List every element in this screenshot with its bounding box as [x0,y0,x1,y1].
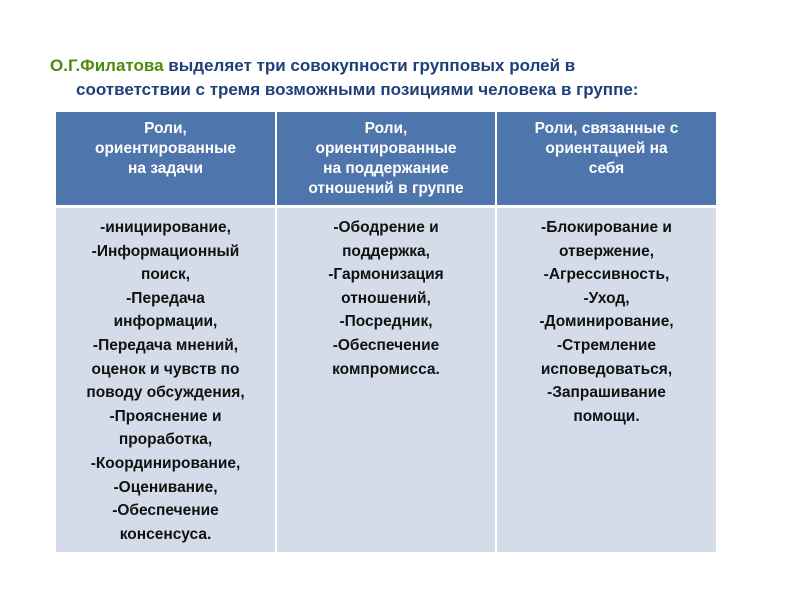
title-line-1: выделяет три совокупности групповых ролей в [163,56,576,75]
roles-table [56,112,716,552]
header-line: на задачи [127,160,203,177]
slide-title [50,54,750,102]
list-item: -Обеспечение [332,336,440,354]
list-item: поиск, [140,266,191,284]
list-item: -Доминирование, [539,313,674,331]
list-item: -Передача мнений, [92,336,239,354]
list-item: компромисса. [332,360,440,378]
list-item: помощи. [573,407,640,425]
list-item: -Агрессивность, [543,266,670,284]
header-row [56,112,716,207]
list-item: поддержка, [342,242,430,260]
header-line: отношений в группе [308,180,464,197]
header-line: Роли, [144,120,187,137]
list-item: -Гармонизация [328,266,444,284]
list-item: отношений, [341,289,431,307]
title-line-2: соответствии с тремя возможными позициями человека в группе: [76,80,639,99]
header-relationship-roles [276,112,496,207]
author-name: О.Г.Филатова [50,56,164,75]
list-item: -Блокирование и [541,219,672,236]
list-item: -Запрашивание [547,384,666,402]
list-item: оценок и чувств по [91,360,240,378]
self-roles-cell [496,207,716,553]
list-item: поводу обсуждения, [86,384,245,402]
list-item: исповедоваться, [540,360,673,378]
list-item: -Обеспечение [112,502,219,520]
body-row [56,207,716,553]
header-line: Роли, связанные с [534,120,679,137]
list-item: -Передача [126,289,205,307]
list-item: информации, [113,313,218,331]
list-item: -Ободрение и [333,219,439,236]
header-task-roles [56,112,276,207]
list-item: -Оценивание, [113,478,218,496]
relationship-roles-cell [276,207,496,553]
list-item: проработка, [118,431,213,449]
header-line: на поддержание [323,160,449,177]
task-roles-cell [56,207,276,553]
list-item: -Координирование, [90,454,241,472]
header-line: Роли, [364,120,408,137]
header-line: ориентированные [94,140,237,157]
list-item: -инициирование, [100,219,231,236]
list-item: -Прояснение и [109,407,222,425]
list-item: -Посредник, [339,313,433,331]
list-item: -Уход, [583,289,630,307]
list-item: отвержение, [558,242,655,260]
list-item: консенсуса. [119,525,212,543]
header-line: ориентированные [315,140,457,157]
list-item: -Стремление [556,336,657,354]
header-self-roles [496,112,716,207]
header-line: ориентацией на [545,140,668,157]
list-item: -Информационный [91,242,240,260]
header-line: себя [588,160,625,177]
